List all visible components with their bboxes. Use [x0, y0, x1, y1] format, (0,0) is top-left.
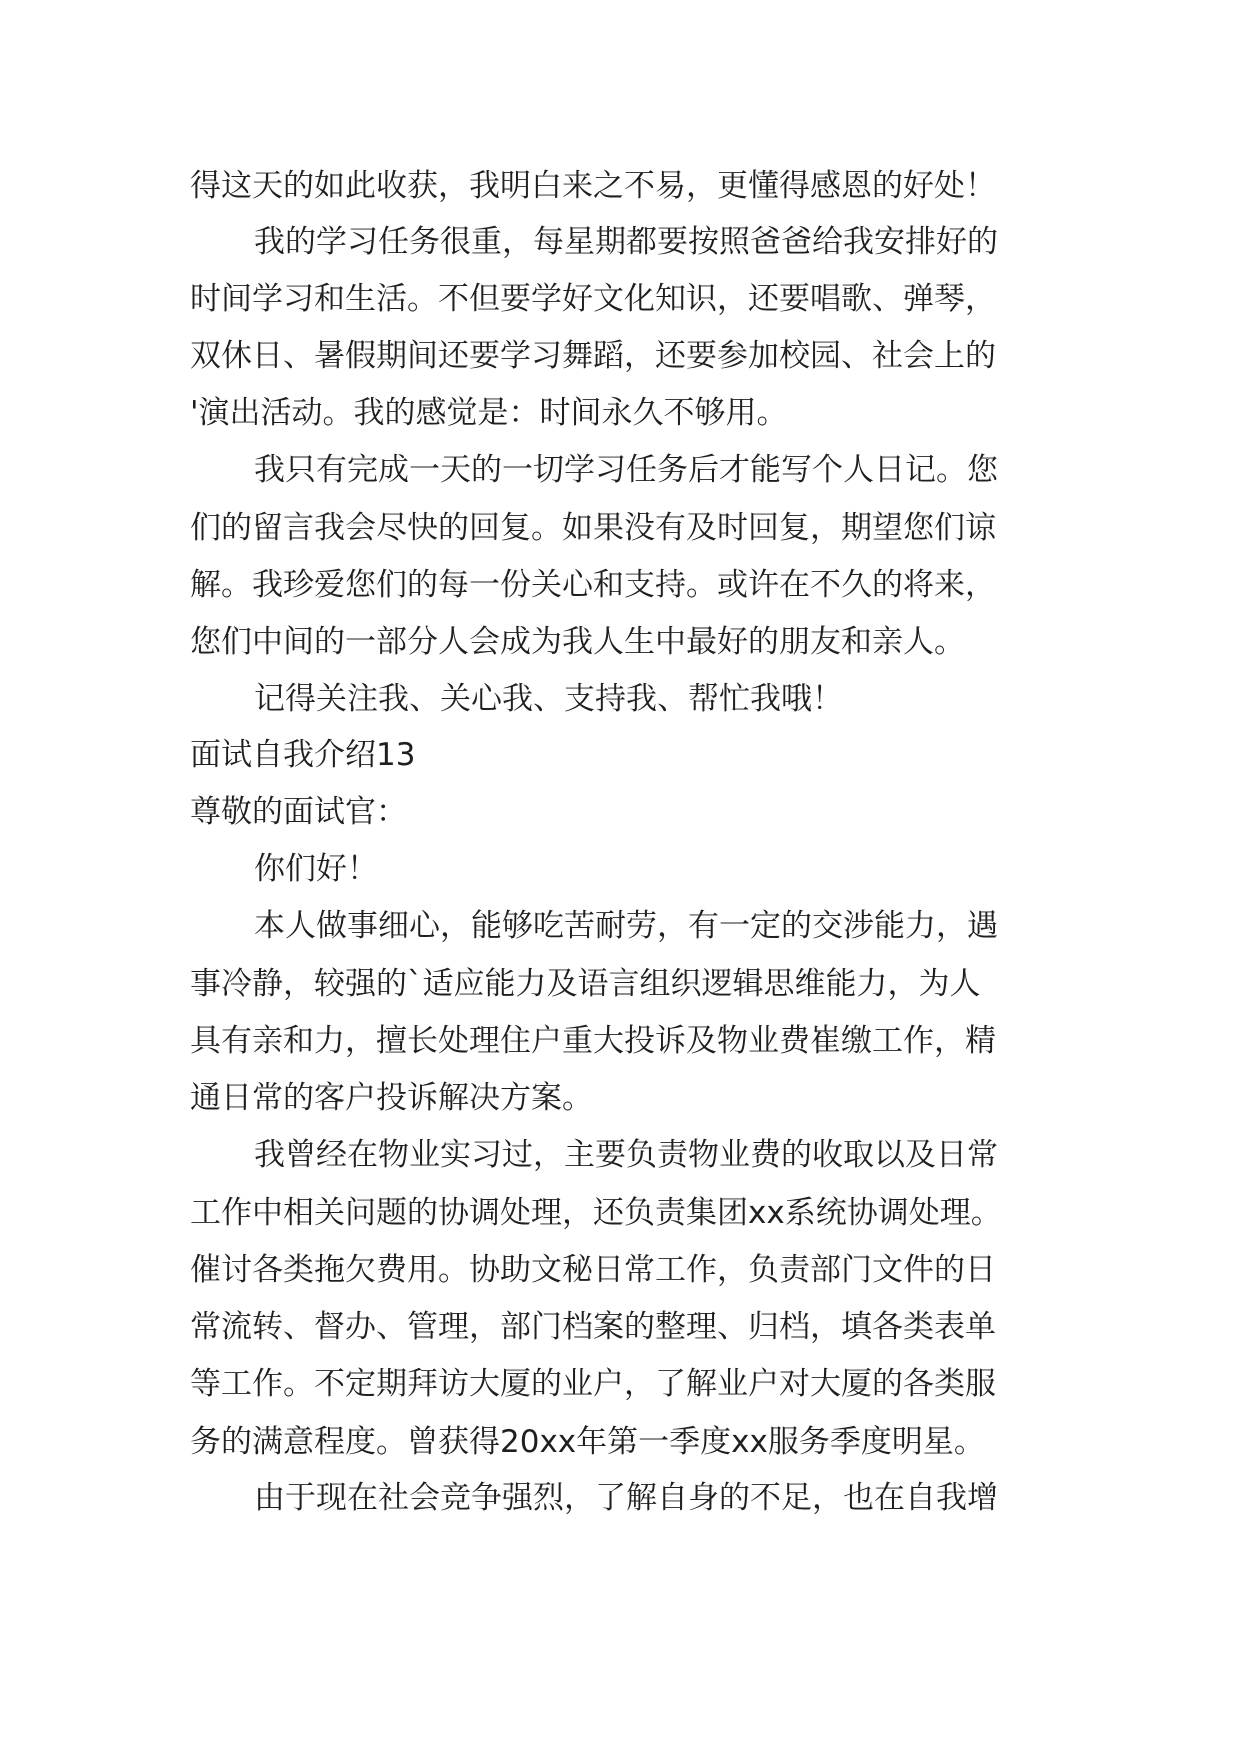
text-line: 您们中间的一部分人会成为我人生中最好的朋友和亲人。: [190, 624, 965, 660]
paragraph-start-line: 我只有完成一天的一切学习任务后才能写个人日记。您: [254, 452, 998, 488]
paragraph-start-line: 本人做事细心，能够吃苦耐劳，有一定的交涉能力，遇: [254, 908, 998, 944]
text-line: 时间学习和生活。不但要学好文化知识，还要唱歌、弹琴，: [190, 281, 996, 317]
text-line: 通日常的客户投诉解决方案。: [190, 1080, 593, 1116]
text-line: 事冷静，较强的`适应能力及语言组织逻辑思维能力，为人: [190, 966, 981, 1002]
paragraph-start-line: 由于现在社会竞争强烈，了解自身的不足，也在自我增: [254, 1480, 998, 1516]
greeting: 你们好！: [254, 851, 378, 887]
text-line: 解。我珍爱您们的每一份关心和支持。或许在不久的将来，: [190, 567, 996, 603]
paragraph-start-line: 我的学习任务很重，每星期都要按照爸爸给我安排好的: [254, 224, 998, 260]
text-line: 等工作。不定期拜访大厦的业户，了解业户对大厦的各类服: [190, 1366, 996, 1402]
text-line: 常流转、督办、管理，部门档案的整理、归档，填各类表单: [190, 1309, 996, 1345]
text-line: 具有亲和力，擅长处理住户重大投诉及物业费崔缴工作，精: [190, 1023, 996, 1059]
paragraph-start-line: 我曾经在物业实习过，主要负责物业费的收取以及日常: [254, 1137, 998, 1173]
text-line: 得这天的如此收获，我明白来之不易，更懂得感恩的好处！: [190, 168, 996, 204]
section-heading: 面试自我介绍13: [190, 737, 416, 773]
paragraph-start-line: 记得关注我、关心我、支持我、帮忙我哦！: [254, 681, 843, 717]
text-line: 务的满意程度。曾获得20xx年第一季度xx服务季度明星。: [190, 1424, 985, 1460]
text-line: 双休日、暑假期间还要学习舞蹈，还要参加校园、社会上的: [190, 338, 996, 374]
text-line: '演出活动。我的感觉是：时间永久不够用。: [190, 395, 788, 431]
text-line: 工作中相关问题的协调处理，还负责集团xx系统协调处理。: [190, 1195, 1002, 1231]
salutation: 尊敬的面试官：: [190, 794, 407, 830]
text-line: 催讨各类拖欠费用。协助文秘日常工作，负责部门文件的日: [190, 1252, 996, 1288]
text-line: 们的留言我会尽快的回复。如果没有及时回复，期望您们谅: [190, 510, 996, 546]
